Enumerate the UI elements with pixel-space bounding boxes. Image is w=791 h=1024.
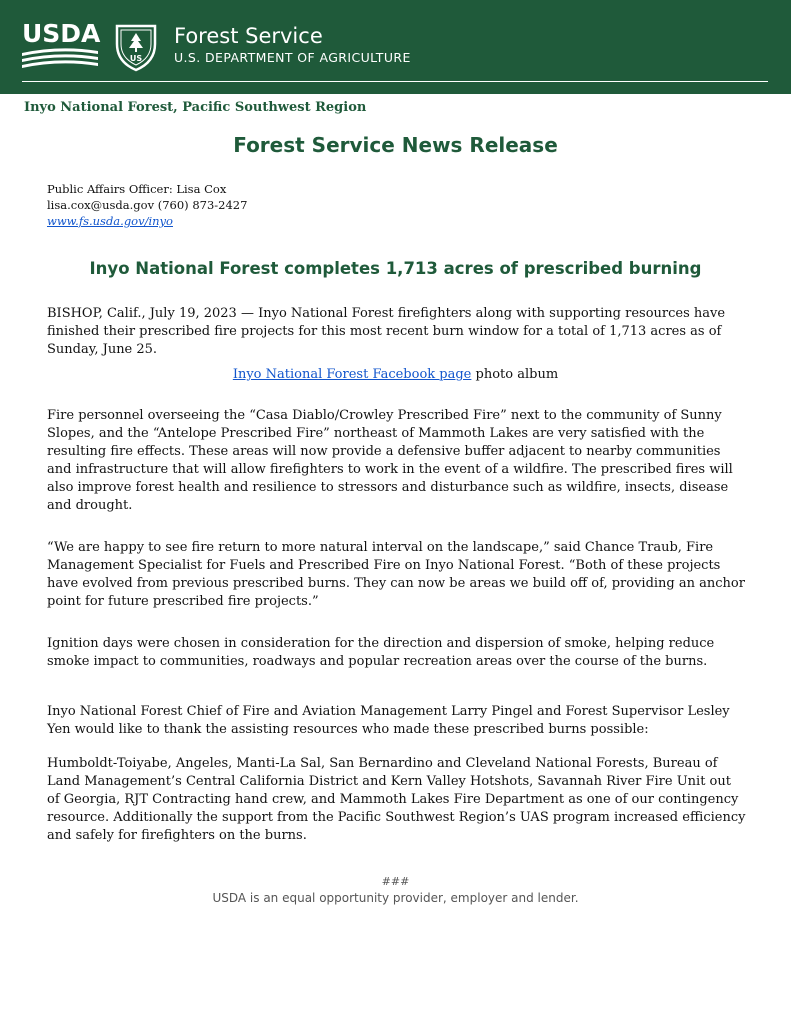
contact-block [47, 181, 247, 229]
facebook-line [0, 366, 791, 384]
region-label: Inyo National Forest, Pacific Southwest Region [24, 100, 367, 115]
contact-email-phone: lisa.cox@usda.gov (760) 873-2427 [47, 198, 248, 212]
usda-logo [22, 19, 101, 70]
usda-logo-text: USDA [22, 19, 101, 48]
contact-officer: Public Affairs Officer: Lisa Cox [47, 182, 227, 196]
website-link[interactable]: www.fs.usda.gov/inyo [47, 214, 173, 228]
facebook-suffix: photo album [471, 367, 559, 382]
agency-name: Forest Service [174, 24, 323, 48]
header-banner [0, 0, 791, 94]
paragraph-fire-effects: Fire personnel overseeing the “Casa Diablo/Crowley Prescribed Fire” next to the community of Sunny Slopes, and the “Antelope Prescribed Fire” northeast of Mammoth Lakes are very satisfied with the resulting fire effects. These areas will now provide a defensive buffer adjacent to nearby communities and infrastructure that will allow firefighters to work in the event of a wildfire. The prescribed fires will also improve forest health and resilience to stressors and disturbance such as wildfire, insects, disease and drought. [47, 408, 733, 513]
paragraph-resources: Humboldt-Toiyabe, Angeles, Manti-La Sal, San Bernardino and Cleveland National Forests, Bureau of Land Management’s Central California District and Kern Valley Hotshots, Savannah River Fire Unit out of Georgia, RJT Contracting hand crew, and Mammoth Lakes Fire Department as one of our contingency resource. Additionally the support from the Pacific Southwest Region’s UAS program increased efficiency and safely for firefighters on the burns. [47, 756, 746, 843]
department-name: U.S. DEPARTMENT OF AGRICULTURE [174, 50, 411, 65]
shield-text: US [129, 54, 143, 63]
release-title: Forest Service News Release [233, 133, 558, 157]
banner-divider [22, 81, 768, 82]
end-mark: ### [381, 875, 410, 888]
eeo-statement: USDA is an equal opportunity provider, employer and lender. [212, 891, 579, 905]
forest-service-shield-icon [113, 22, 159, 72]
paragraph-dateline: BISHOP, Calif., July 19, 2023 — Inyo National Forest firefighters along with supporting resources have finished their prescribed fire projects for this most recent burn window for a total of 1,713 acres as of Sunday, June 25. [47, 306, 726, 357]
facebook-page-link[interactable]: Inyo National Forest Facebook page [232, 367, 472, 382]
paragraph-ignition: Ignition days were chosen in consideration for the direction and dispersion of smoke, helping reduce smoke impact to communities, roadways and popular recreation areas over the course of the burns. [47, 636, 715, 669]
usda-hills-icon [22, 47, 98, 70]
headline: Inyo National Forest completes 1,713 acres of prescribed burning [89, 259, 702, 278]
paragraph-thanks: Inyo National Forest Chief of Fire and Aviation Management Larry Pingel and Forest Supervisor Lesley Yen would like to thank the assisting resources who made these prescribed burns possible: [47, 704, 730, 737]
paragraph-quote: “We are happy to see fire return to more natural interval on the landscape,” said Chance Traub, Fire Management Specialist for Fuels and Prescribed Fire on Inyo National Forest. “Both of these projects have evolved from previous prescribed burns. They can now be areas we build off of, providing an anchor point for future prescribed fire projects.” [47, 540, 745, 609]
